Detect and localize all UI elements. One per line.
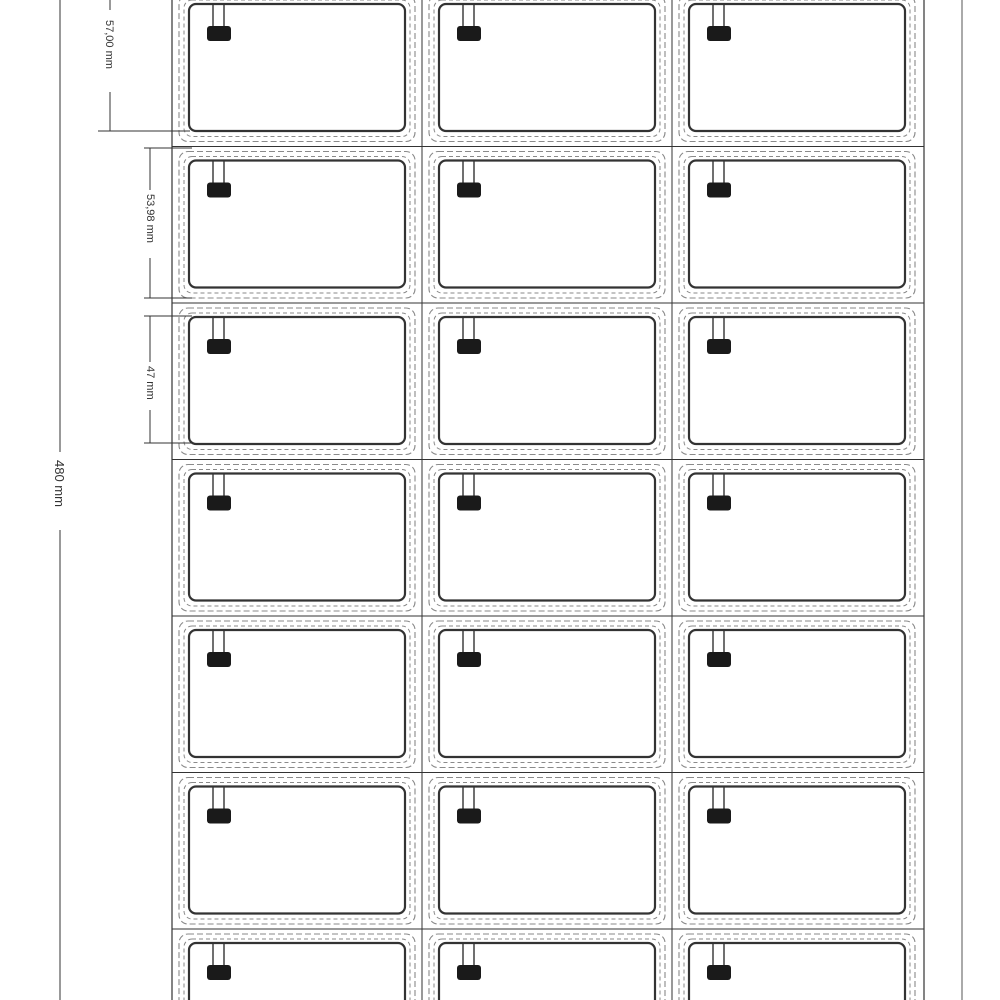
inlay-card bbox=[679, 308, 915, 455]
inlay-card bbox=[679, 778, 915, 925]
chip-module bbox=[707, 809, 731, 824]
card-antenna-outline bbox=[189, 787, 405, 914]
card-antenna-outline bbox=[689, 474, 905, 601]
chip-module bbox=[457, 652, 481, 667]
inlay-card bbox=[179, 778, 415, 925]
cell-height-dimension-label: 53,98 mm bbox=[144, 194, 156, 243]
chip-module bbox=[457, 26, 481, 41]
card-antenna-outline bbox=[439, 474, 655, 601]
chip-module bbox=[457, 183, 481, 198]
chip-module bbox=[707, 652, 731, 667]
chip-module bbox=[207, 339, 231, 354]
card-antenna-outline bbox=[439, 317, 655, 444]
total-height-dimension-label: 480 mm bbox=[52, 460, 67, 507]
chip-module bbox=[457, 965, 481, 980]
inlay-card bbox=[179, 934, 415, 1000]
inlay-card bbox=[429, 152, 665, 299]
inlay-card bbox=[179, 465, 415, 612]
inlay-card bbox=[179, 308, 415, 455]
chip-module bbox=[707, 965, 731, 980]
card-antenna-outline bbox=[439, 4, 655, 131]
chip-module bbox=[707, 26, 731, 41]
inlay-card bbox=[679, 465, 915, 612]
card-antenna-outline bbox=[689, 317, 905, 444]
card-grid bbox=[172, 0, 924, 1000]
pitch-dimension-label: 57,00 mm bbox=[103, 20, 115, 69]
chip-module bbox=[457, 496, 481, 511]
chip-module bbox=[457, 809, 481, 824]
chip-module bbox=[707, 339, 731, 354]
inlay-card bbox=[679, 621, 915, 768]
inlay-card bbox=[679, 152, 915, 299]
chip-module bbox=[707, 183, 731, 198]
inlay-card bbox=[179, 621, 415, 768]
chip-module bbox=[707, 496, 731, 511]
inlay-card bbox=[429, 465, 665, 612]
chip-module bbox=[207, 652, 231, 667]
card-antenna-outline bbox=[189, 474, 405, 601]
inlay-card bbox=[429, 778, 665, 925]
card-antenna-outline bbox=[189, 317, 405, 444]
chip-module bbox=[207, 809, 231, 824]
total-height-dimension bbox=[52, 452, 68, 530]
inlay-card bbox=[429, 934, 665, 1000]
card-antenna-outline bbox=[439, 787, 655, 914]
card-antenna-outline bbox=[189, 4, 405, 131]
cell-height-dimension bbox=[143, 148, 192, 298]
chip-module bbox=[207, 183, 231, 198]
chip-module bbox=[207, 26, 231, 41]
inner-height-dimension-label: 47 mm bbox=[144, 366, 156, 400]
inlay-card bbox=[429, 621, 665, 768]
inlay-card bbox=[179, 0, 415, 142]
chip-module bbox=[457, 339, 481, 354]
inlay-card bbox=[429, 0, 665, 142]
chip-module bbox=[207, 496, 231, 511]
pitch-dimension bbox=[98, 0, 190, 131]
chip-module bbox=[207, 965, 231, 980]
inlay-card bbox=[179, 152, 415, 299]
inlay-card bbox=[679, 0, 915, 142]
card-antenna-outline bbox=[689, 161, 905, 288]
card-antenna-outline bbox=[439, 161, 655, 288]
inner-height-dimension bbox=[143, 316, 192, 443]
inlay-card bbox=[679, 934, 915, 1000]
card-antenna-outline bbox=[189, 630, 405, 757]
inlay-card bbox=[429, 308, 665, 455]
card-antenna-outline bbox=[689, 4, 905, 131]
card-antenna-outline bbox=[439, 630, 655, 757]
card-antenna-outline bbox=[189, 161, 405, 288]
card-antenna-outline bbox=[689, 787, 905, 914]
card-antenna-outline bbox=[689, 630, 905, 757]
